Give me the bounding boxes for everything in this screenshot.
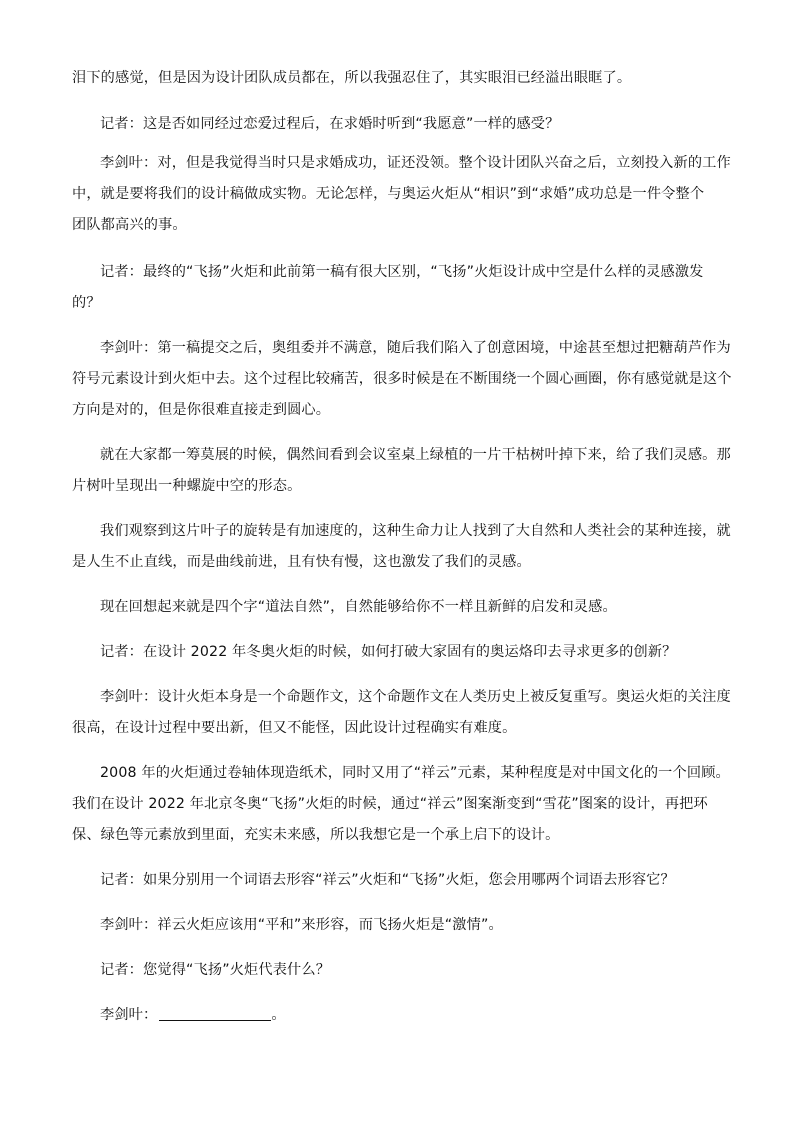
text-line: 泪下的感觉，但是因为设计团队成员都在，所以我强忍住了，其实眼泪已经溢出眼眶了。 bbox=[72, 70, 632, 86]
paragraph-10 bbox=[72, 682, 731, 744]
text-line: 我们观察到这片叶子的旋转是有加速度的，这种生命力让人找到了大自然和人类社会的某种连接，就 bbox=[100, 523, 731, 539]
text-line: 我们在设计 2022 年北京冬奥“飞扬”火炬的时候，通过“祥云”图案渐变到“雪花”图案的设计，再把环 bbox=[72, 796, 708, 812]
text-line: 就在大家都一筹莫展的时候，偶然间看到会议室桌上绿植的一片干枯树叶掉下来，给了我们灵感。那 bbox=[100, 447, 731, 463]
paragraph-4 bbox=[72, 257, 720, 319]
text-line: 很高，在设计过程中要出新，但又不能怪，因此设计过程确实有难度。 bbox=[72, 720, 517, 736]
answer-prefix: 李剑叶： bbox=[100, 1007, 158, 1023]
paragraph-12 bbox=[72, 865, 720, 896]
text-line: 保、绿色等元素放到里面，充实未来感，所以我想它是一个承上启下的设计。 bbox=[72, 827, 560, 843]
paragraph-1 bbox=[72, 63, 720, 94]
text-line: 记者：您觉得“飞扬”火炬代表什么？ bbox=[100, 962, 331, 978]
text-line: 是人生不止直线，而是曲线前进，且有快有慢，这也激发了我们的灵感。 bbox=[72, 554, 531, 570]
text-line: 2008 年的火炬通过卷轴体现造纸术，同时又用了“祥云”元素，某种程度是对中国文化的一个回顾。 bbox=[100, 765, 730, 781]
answer-suffix: 。 bbox=[271, 1007, 286, 1023]
paragraph-2 bbox=[72, 109, 720, 140]
paragraph-6 bbox=[72, 440, 731, 502]
text-line: 记者：如果分别用一个词语去形容“祥云”火炬和“飞扬”火炬，您会用哪两个词语去形容它？ bbox=[100, 872, 675, 888]
text-line: 李剑叶：祥云火炬应该用“平和”来形容，而飞扬火炬是“激情”。 bbox=[100, 917, 503, 933]
answer-line-text bbox=[72, 1000, 720, 1031]
text-line: 现在回想起来就是四个字“道法自然”，自然能够给你不一样且新鲜的启发和灵感。 bbox=[100, 599, 617, 615]
text-line: 符号元素设计到火炬中去。这个过程比较痛苦，很多时候是在不断围绕一个圆心画圈，你有感觉就是这个 bbox=[72, 371, 732, 387]
text-line: 李剑叶：设计火炬本身是一个命题作文，这个命题作文在人类历史上被反复重写。奥运火炬的关注度 bbox=[100, 689, 731, 705]
paragraph-11 bbox=[72, 758, 730, 851]
text-line: 李剑叶：对，但是我觉得当时只是求婚成功，证还没领。整个设计团队兴奋之后，立刻投入新的工作 bbox=[100, 155, 731, 171]
text-line: 的？ bbox=[72, 295, 101, 311]
paragraph-13 bbox=[72, 910, 720, 941]
text-line: 方向是对的，但是你很难直接走到圆心。 bbox=[72, 402, 331, 418]
text-line: 中，就是要将我们的设计稿做成实物。无论怎样，与奥运火炬从“相识”到“求婚”成功总是一件令整个 bbox=[72, 186, 705, 202]
text-line: 李剑叶：第一稿提交之后，奥组委并不满意，随后我们陷入了创意困境，中途甚至想过把糖葫芦作为 bbox=[100, 340, 731, 356]
answer-line bbox=[72, 1000, 720, 1031]
text-line: 片树叶呈现出一种螺旋中空的形态。 bbox=[72, 478, 302, 494]
paragraph-7 bbox=[72, 516, 731, 578]
text-line: 记者：最终的“飞扬”火炬和此前第一稿有很大区别，“飞扬”火炬设计成中空是什么样的灵感激发 bbox=[100, 264, 704, 280]
text-line: 记者：在设计 2022 年冬奥火炬的时候，如何打破大家固有的奥运烙印去寻求更多的创新？ bbox=[100, 644, 677, 660]
paragraph-5 bbox=[72, 333, 732, 426]
paragraph-14 bbox=[72, 955, 720, 986]
text-line: 记者：这是否如同经过恋爱过程后，在求婚时听到“我愿意”一样的感受？ bbox=[100, 116, 560, 132]
text-line: 团队都高兴的事。 bbox=[72, 217, 187, 233]
paragraph-8 bbox=[72, 592, 720, 623]
answer-blank[interactable] bbox=[159, 1006, 271, 1021]
paragraph-3 bbox=[72, 148, 731, 241]
paragraph-9 bbox=[72, 637, 720, 668]
